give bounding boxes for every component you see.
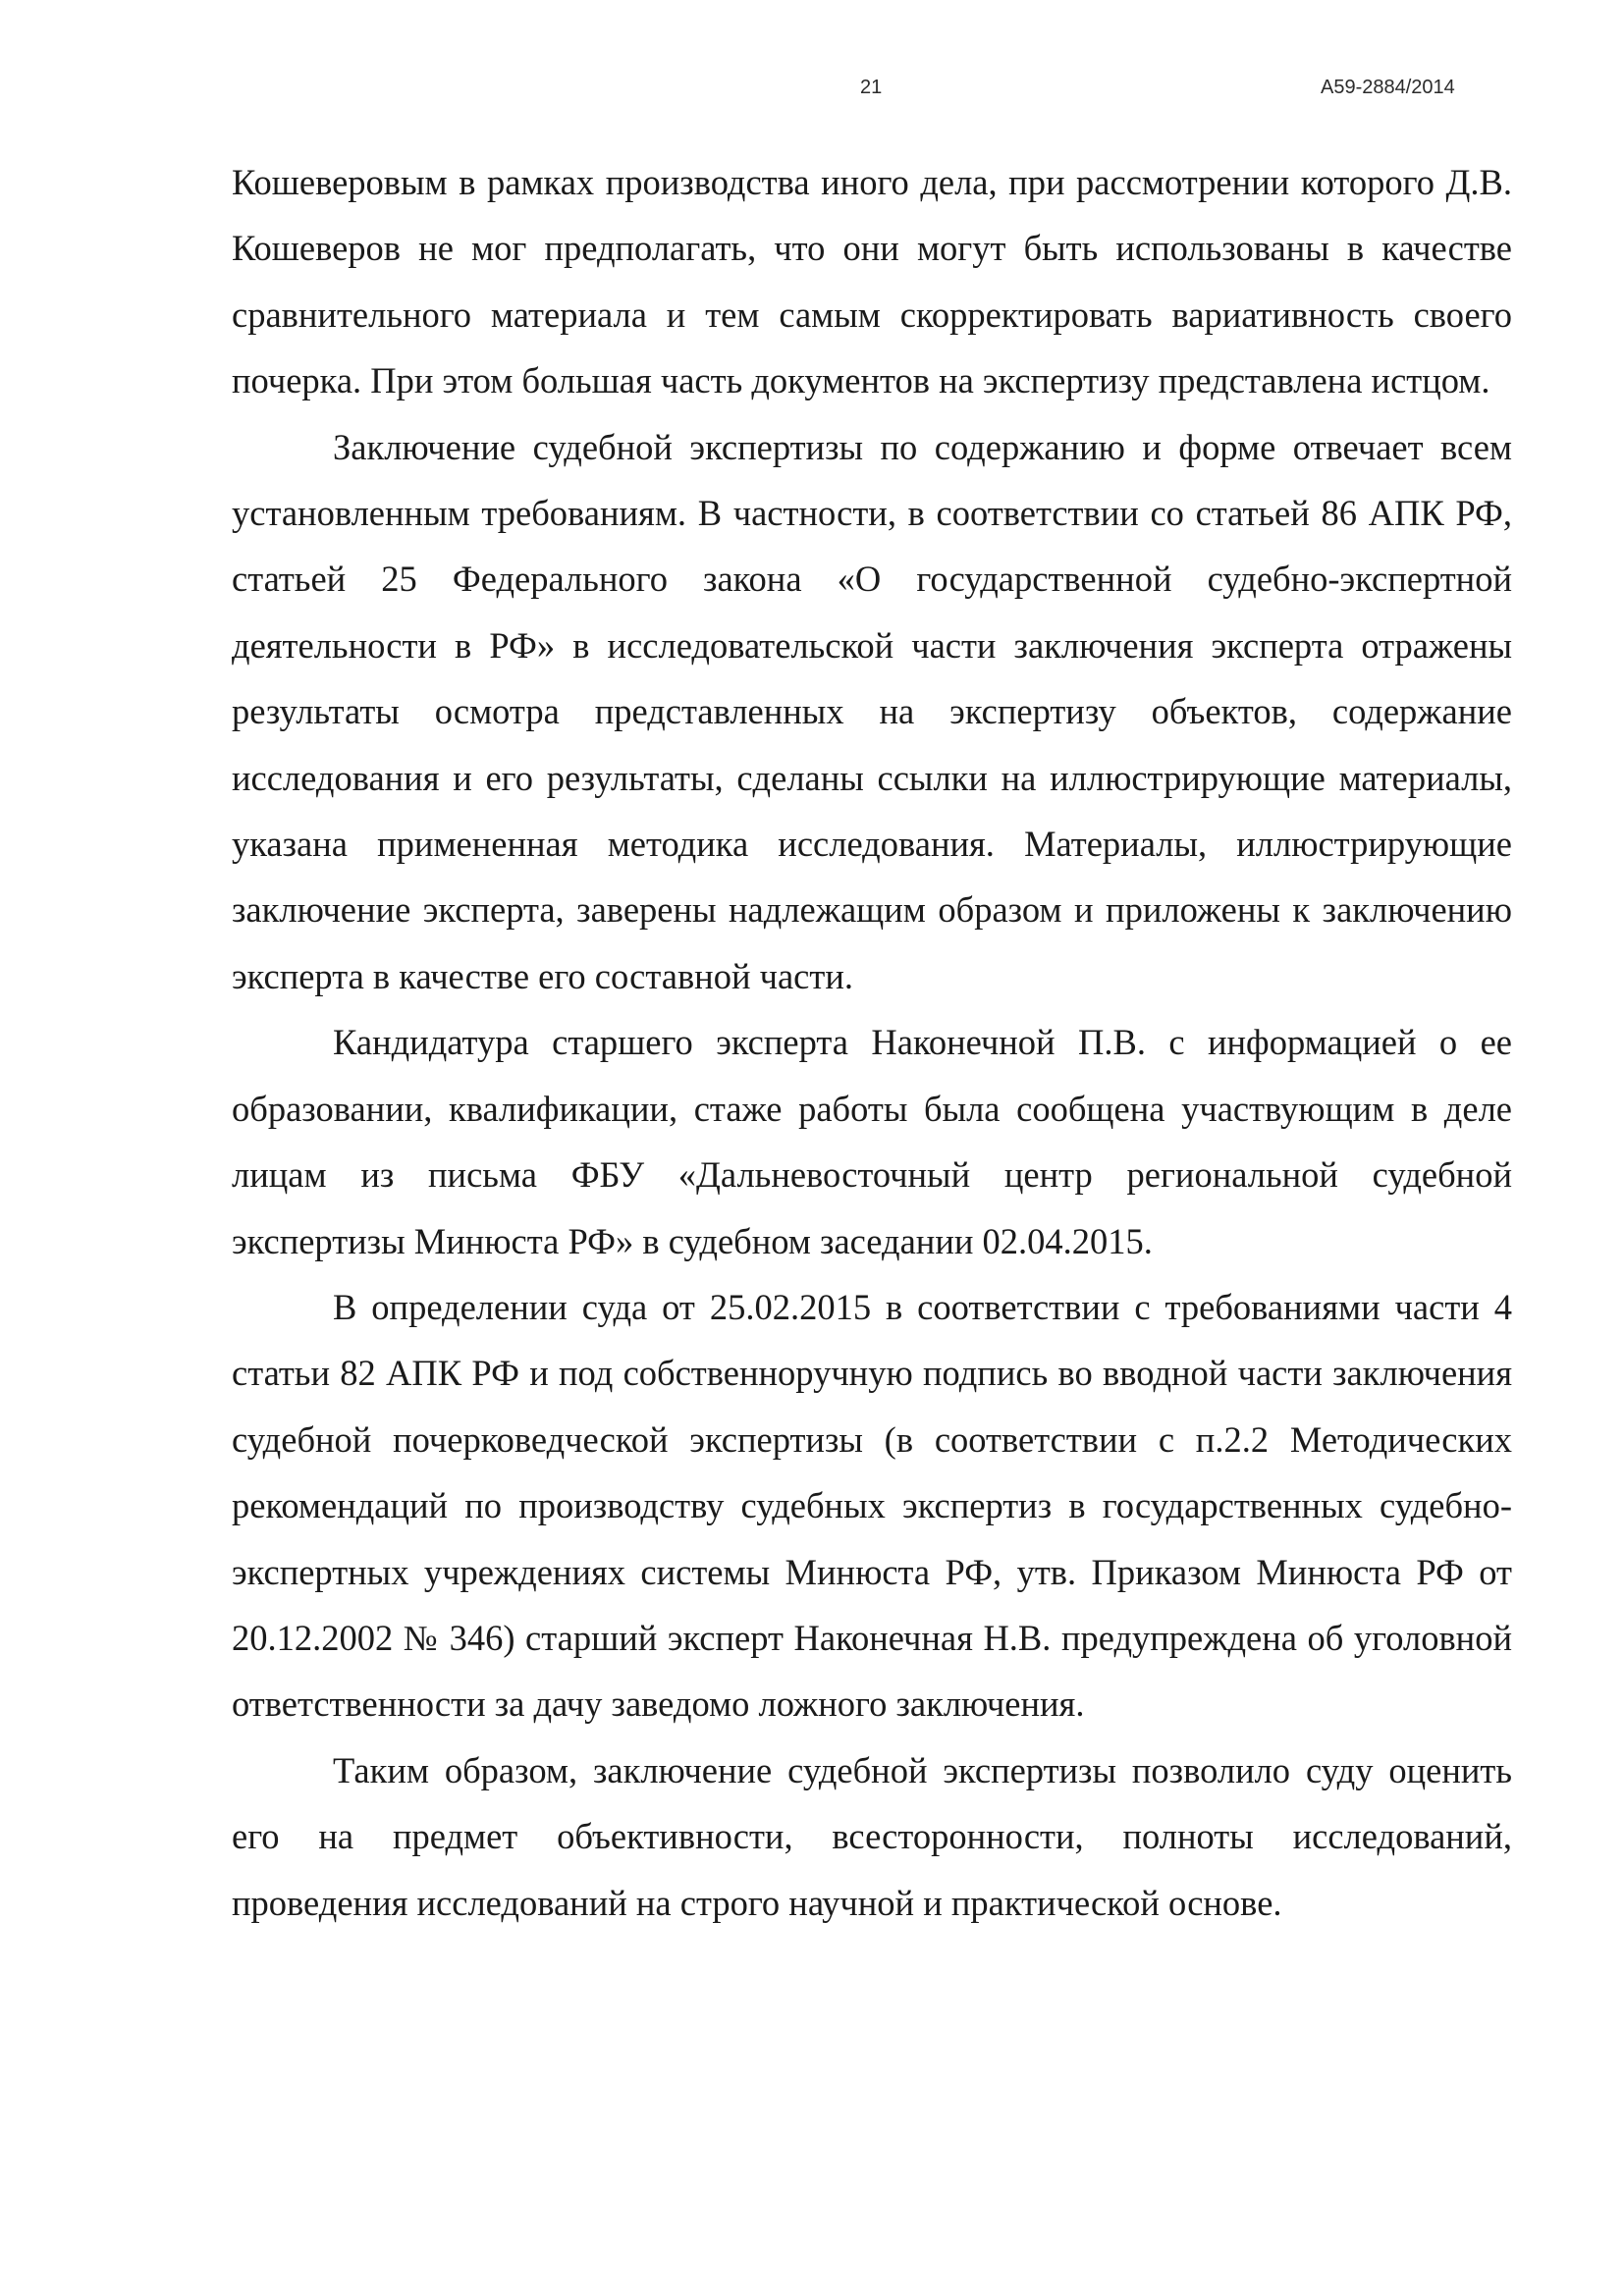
paragraph-court-ruling: В определении суда от 25.02.2015 в соответствии с требованиями части 4 статьи 82 АПК РФ и под собственноручную подпись во вводной части заключения судебной почерковедческой экспертизы (в соответствии с п.2.2 Методических рекомендаций по производству судебных экспертиз в государственных судебно-экспертных учреждениях системы Минюста РФ, утв. Приказом Минюста РФ от 20.12.2002 № 346) старший эксперт Наконечная Н.В. предупреждена об уголовной ответственности за дачу заведомо ложного заключения. [232, 1286, 1512, 1725]
case-number: А59-2884/2014 [1321, 77, 1455, 98]
page-number: 21 [860, 77, 883, 98]
paragraph-continuation: Кошеверовым в рамках производства иного дела, при рассмотрении которого Д.В. Кошеверов не мог предполагать, что они могут быть использованы в качестве сравнительного материала и тем самым скорректировать вариативность своего почерка. При этом большая часть документов на экспертизу представлена истцом. [232, 162, 1512, 401]
document-body [232, 149, 1512, 1936]
paragraph-expert-conclusion-requirements: Заключение судебной экспертизы по содержанию и форме отвечает всем установленным требованиям. В частности, в соответствии со статьей 86 АПК РФ, статьей 25 Федерального закона «О государственной судебно-экспертной деятельности в РФ» в исследовательской части заключения эксперта отражены результаты осмотра представленных на экспертизу объектов, содержание исследования и его результаты, сделаны ссылки на иллюстрирующие материалы, указана примененная методика исследования. Материалы, иллюстрирующие заключение эксперта, заверены надлежащим образом и приложены к заключению эксперта в качестве его составной части. [232, 426, 1512, 996]
paragraph-conclusion-summary: Таким образом, заключение судебной экспертизы позволило суду оценить его на предмет объективности, всесторонности, полноты исследований, проведения исследований на строго научной и практической основе. [232, 1749, 1512, 1923]
paragraph-expert-candidacy: Кандидатура старшего эксперта Наконечной П.В. с информацией о ее образовании, квалификации, стаже работы была сообщена участвующим в деле лицам из письма ФБУ «Дальневосточный центр региональной судебной экспертизы Минюста РФ» в судебном заседании 02.04.2015. [232, 1022, 1512, 1261]
